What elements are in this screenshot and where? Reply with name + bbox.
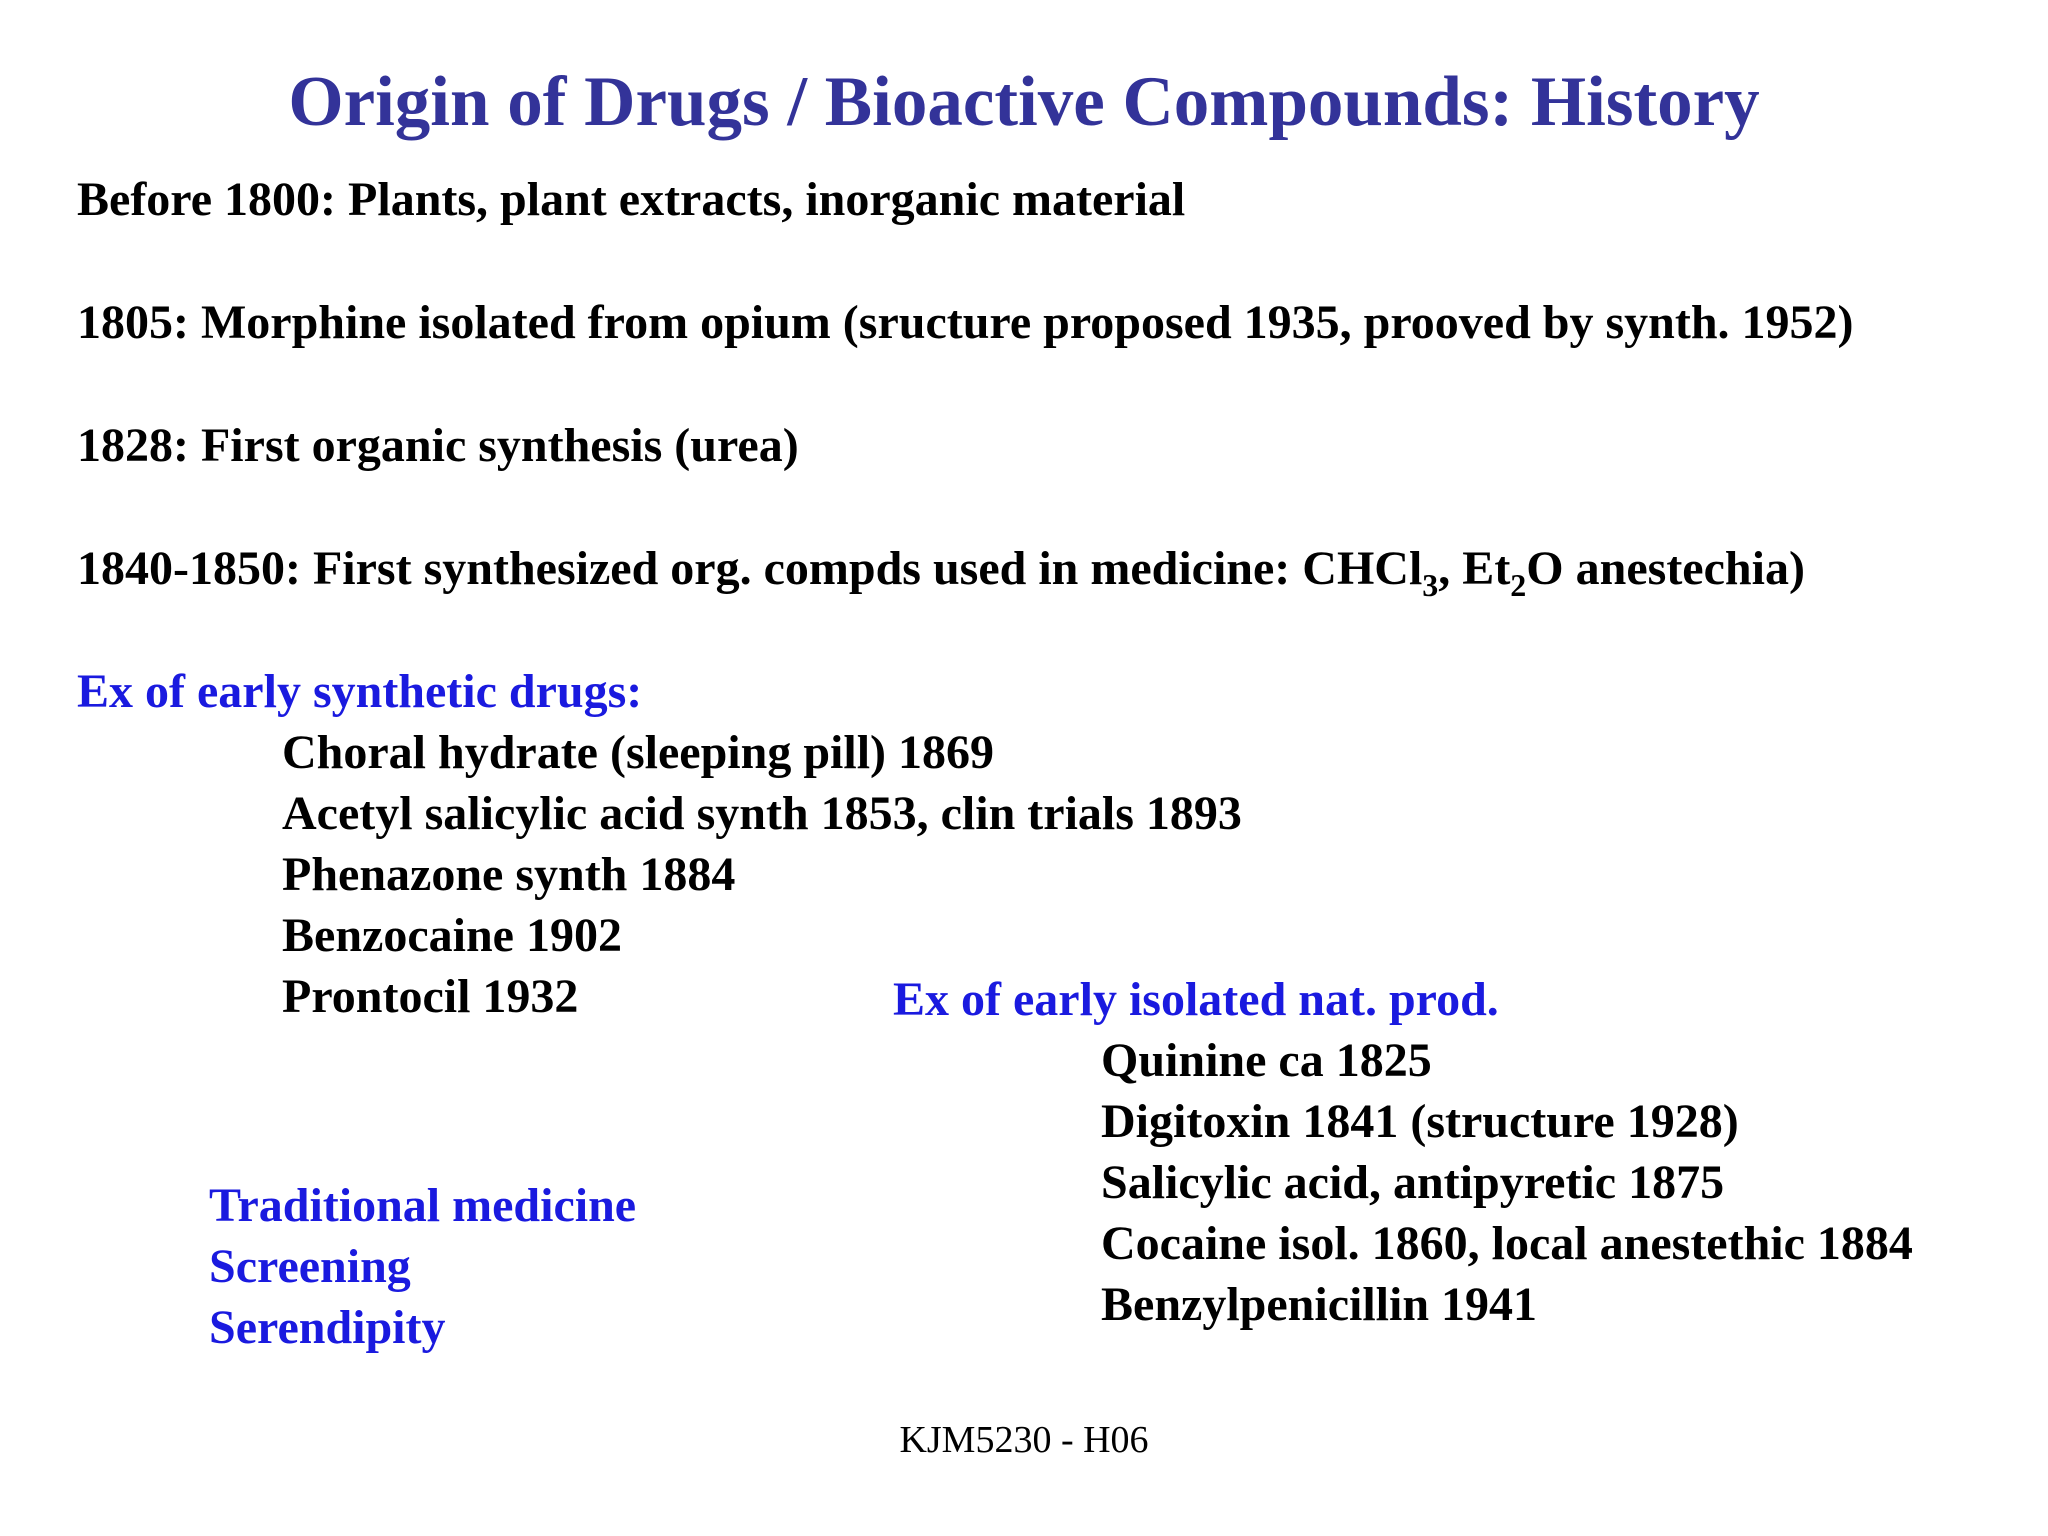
timeline-1840-text-c: O anestechia) [1526,542,1805,595]
timeline-1828: 1828: First organic synthesis (urea) [77,419,799,472]
timeline-before-1800: Before 1800: Plants, plant extracts, inorganic material [77,173,1186,226]
natural-item: Benzylpenicillin 1941 [1101,1278,1538,1331]
natural-item: Salicylic acid, antipyretic 1875 [1101,1156,1725,1209]
natural-heading: Ex of early isolated nat. prod. [893,973,1499,1026]
method-item: Serendipity [209,1301,446,1354]
timeline-1805: 1805: Morphine isolated from opium (sructure proposed 1935, prooved by synth. 1952) [77,296,1854,349]
method-item: Screening [209,1240,411,1293]
method-item: Traditional medicine [209,1179,637,1232]
timeline-1840-subscript-a: 3 [1422,567,1439,603]
synthetic-item: Phenazone synth 1884 [282,848,736,901]
timeline-1840-1850 [77,541,1805,604]
synthetic-item: Acetyl salicylic acid synth 1853, clin trials 1893 [282,787,1242,840]
natural-item: Cocaine isol. 1860, local anestethic 1884 [1101,1217,1913,1270]
synthetic-item: Prontocil 1932 [282,970,579,1023]
timeline-1840-text-a: 1840-1850: First synthesized org. compds used in medicine: CHCl [77,542,1423,595]
footer-course-code: KJM5230 - H06 [899,1419,1149,1461]
timeline-1840-subscript-b: 2 [1510,567,1527,603]
natural-item: Digitoxin 1841 (structure 1928) [1101,1095,1739,1148]
synthetic-item: Choral hydrate (sleeping pill) 1869 [282,726,995,779]
natural-item: Quinine ca 1825 [1101,1034,1432,1087]
slide-title: Origin of Drugs / Bioactive Compounds: History [288,63,1760,141]
synthetic-item: Benzocaine 1902 [282,909,622,962]
synthetic-heading: Ex of early synthetic drugs: [77,665,643,718]
timeline-1840-text-b: , Et [1438,542,1511,595]
